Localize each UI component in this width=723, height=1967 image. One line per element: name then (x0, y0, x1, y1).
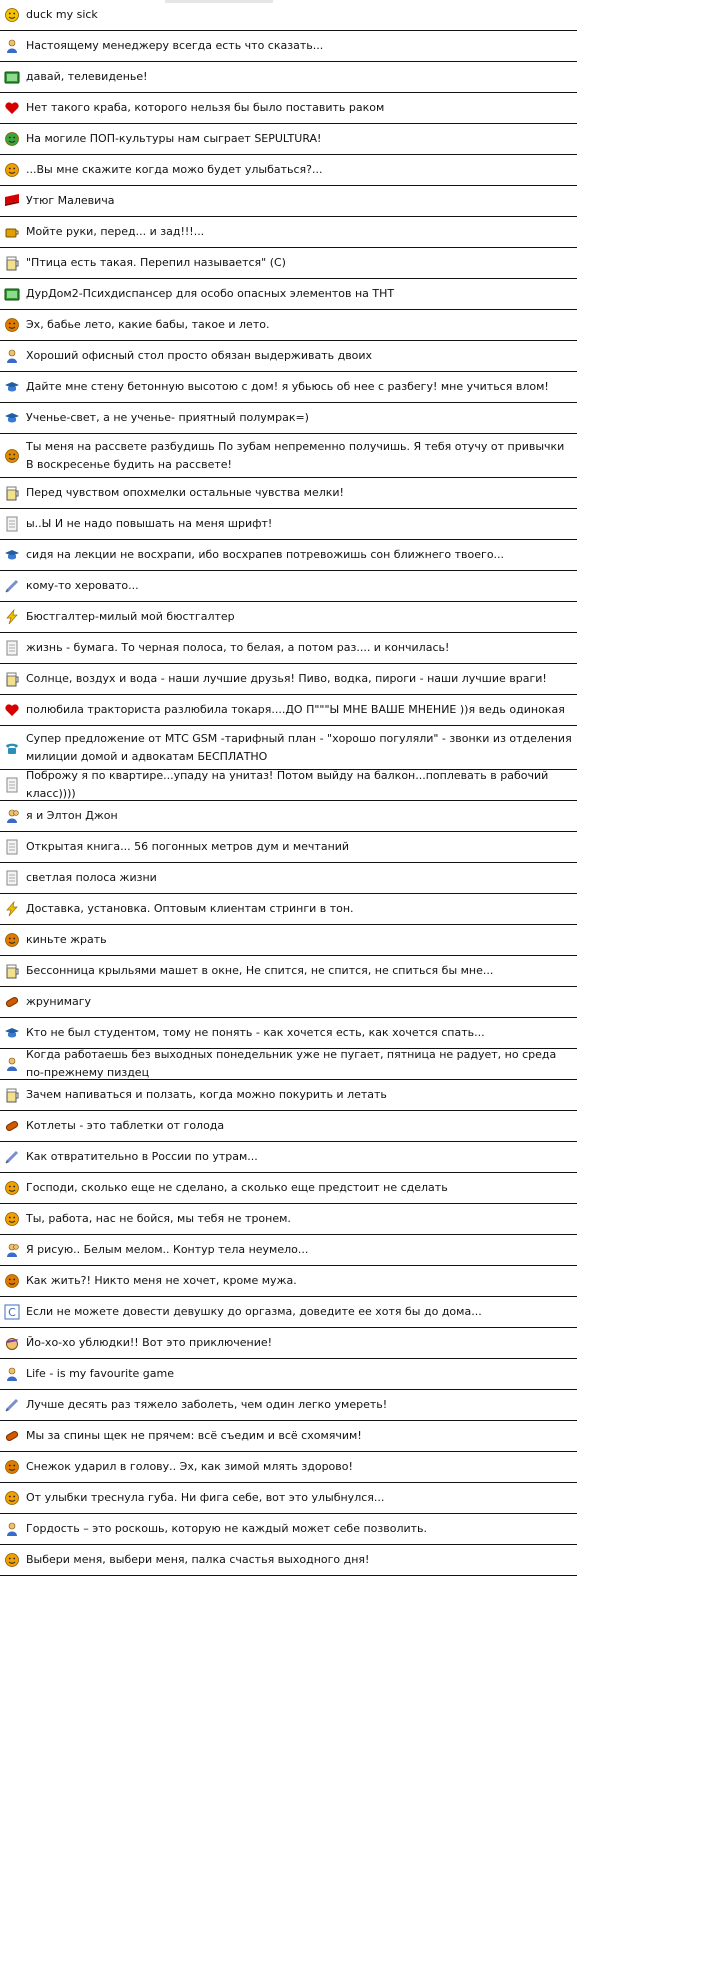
woman-icon (4, 1273, 20, 1289)
status-text: Как отвратительно в России по утрам... (26, 1150, 258, 1163)
syringe-icon (4, 1397, 20, 1413)
svg-text:C: C (8, 1306, 16, 1319)
manager-icon (4, 1521, 20, 1537)
sleepy-icon (4, 448, 20, 464)
status-row[interactable] (0, 1204, 577, 1235)
status-row[interactable] (0, 801, 577, 832)
status-row[interactable] (0, 186, 577, 217)
status-row[interactable] (0, 1018, 577, 1049)
status-text: Супер предложение от МТС GSM -тарифный план - "хорошо погуляли" - звонки из отделения милиции домой и адвокатам БЕСПЛАТНО (26, 731, 572, 763)
status-text: Снежок ударил в голову.. Эх, как зимой млять здорово! (26, 1460, 353, 1473)
status-row[interactable] (0, 1235, 577, 1266)
status-text: жизнь - бумага. То черная полоса, то белая, а потом раз.... и кончилась! (26, 641, 450, 654)
status-text: Мойте руки, перед... и зад!!!... (26, 225, 205, 238)
status-row[interactable] (0, 770, 577, 801)
status-text: Настоящему менеджеру всегда есть что сказать... (26, 39, 324, 52)
status-row[interactable] (0, 1297, 577, 1328)
status-row[interactable] (0, 956, 577, 987)
status-text: Зачем напиваться и ползать, когда можно покурить и летать (26, 1088, 387, 1101)
sausage-icon (4, 994, 20, 1010)
beer-icon (4, 963, 20, 979)
beer-icon (4, 485, 20, 501)
status-text: Кто не был студентом, тому не понять - как хочется есть, как хочется спать... (26, 1026, 485, 1039)
status-text: Перед чувством опохмелки остальные чувства мелки! (26, 486, 344, 499)
status-text: Дайте мне стену бетонную высотою с дом! я убьюсь об нее с разбегу! мне учиться влом! (26, 380, 549, 393)
status-text: Господи, сколько еще не сделано, а сколько еще предстоит не сделать (26, 1181, 448, 1194)
status-text: Ученье-свет, а не ученье- приятный полумрак=) (26, 411, 309, 424)
status-row[interactable] (0, 1545, 577, 1576)
manager-icon (4, 1056, 20, 1072)
status-row[interactable] (0, 863, 577, 894)
status-row[interactable] (0, 1173, 577, 1204)
woman-icon (4, 317, 20, 333)
status-row[interactable] (0, 726, 577, 770)
status-row[interactable] (0, 509, 577, 540)
beer-icon (4, 255, 20, 271)
status-text: Life - is my favourite game (26, 1367, 174, 1380)
status-text: сидя на лекции не восхрапи, ибо восхрапев потревожишь сон ближнего твоего... (26, 548, 505, 561)
heart-icon (4, 100, 20, 116)
eating-icon (4, 932, 20, 948)
status-row[interactable] (0, 372, 577, 403)
status-row[interactable] (0, 248, 577, 279)
lightning-icon (4, 609, 20, 625)
status-row[interactable] (0, 124, 577, 155)
status-row[interactable] (0, 1266, 577, 1297)
smiley-icon (4, 1490, 20, 1506)
status-text: Открытая книга... 56 погонных метров дум и мечтаний (26, 840, 350, 853)
status-row[interactable] (0, 62, 577, 93)
status-text: duck my sick (26, 8, 98, 21)
status-text: Хороший офисный стол просто обязан выдерживать двоих (26, 349, 373, 362)
status-row[interactable] (0, 602, 577, 633)
status-row[interactable] (0, 894, 577, 925)
status-row[interactable] (0, 0, 577, 31)
status-text: Ты, работа, нас не бойся, мы тебя не тронем. (26, 1212, 291, 1225)
status-row[interactable] (0, 571, 577, 602)
sausage-icon (4, 1428, 20, 1444)
status-text: я и Элтон Джон (26, 809, 118, 822)
person-icon (4, 1366, 20, 1382)
status-row[interactable] (0, 1111, 577, 1142)
status-row[interactable] (0, 633, 577, 664)
status-text: полюбила тракториста разлюбила токаря....ДО П"""Ы МНЕ ВАШЕ МНЕНИЕ ))я ведь одинокая (26, 703, 565, 716)
status-text: Гордость – это роскошь, которую не каждый может себе позволить. (26, 1522, 428, 1535)
status-text: кому-то херовато... (26, 579, 139, 592)
tv-icon (4, 286, 20, 302)
status-text: Эх, бабье лето, какие бабы, такое и лето. (26, 318, 270, 331)
beer-icon (4, 1087, 20, 1103)
paper-icon (4, 777, 20, 793)
status-text: ...Вы мне скажите когда можо будет улыбаться?... (26, 163, 323, 176)
status-row[interactable] (0, 279, 577, 310)
status-text: Когда работаешь без выходных понедельник уже не пугает, пятница не радует, но среда по-прежнему пиздец (26, 1048, 557, 1079)
beer-icon (4, 671, 20, 687)
manager-icon (4, 348, 20, 364)
status-row[interactable] (0, 93, 577, 124)
duck-icon (4, 7, 20, 23)
status-row[interactable] (0, 987, 577, 1018)
heart-icon (4, 702, 20, 718)
status-row[interactable] (0, 540, 577, 571)
paper-icon (4, 640, 20, 656)
status-text: Бюстгалтер-милый мой бюстгалтер (26, 610, 235, 623)
paper-icon (4, 870, 20, 886)
status-text: Если не можете довести девушку до оргазма, доведите ее хотя бы до дома... (26, 1305, 482, 1318)
status-text: На могиле ПОП-культуры нам сыграет SEPULTURA! (26, 132, 322, 145)
tv-icon (4, 69, 20, 85)
status-row[interactable] (0, 31, 577, 62)
status-text: давай, телевиденье! (26, 70, 148, 83)
status-row[interactable] (0, 925, 577, 956)
status-text: Я рисую.. Белым мелом.. Контур тела неумело... (26, 1243, 309, 1256)
phone-icon (4, 740, 20, 756)
status-row[interactable] (0, 1080, 577, 1111)
sausage-icon (4, 1118, 20, 1134)
status-row[interactable] (0, 1514, 577, 1545)
status-row[interactable] (0, 1049, 577, 1080)
status-text: Котлеты - это таблетки от голода (26, 1119, 225, 1132)
status-row[interactable] (0, 832, 577, 863)
status-text: светлая полоса жизни (26, 871, 157, 884)
status-text: Выбери меня, выбери меня, палка счастья выходного дня! (26, 1553, 370, 1566)
status-text: От улыбки треснула губа. Ни фига себе, вот это улыбнулся... (26, 1491, 385, 1504)
couple-icon (4, 1242, 20, 1258)
status-text: Бессонница крыльями машет в окне, Не спится, не спится, не спиться бы мне... (26, 964, 494, 977)
status-row[interactable] (0, 478, 577, 509)
graduate-icon (4, 1025, 20, 1041)
status-row[interactable] (0, 1328, 577, 1359)
status-row[interactable] (0, 1359, 577, 1390)
status-row[interactable] (0, 1421, 577, 1452)
status-text: Поброжу я по квартире...упаду на унитаз! Потом выйду на балкон...поплевать в рабочий класс)))) (26, 769, 549, 800)
lightning-icon (4, 901, 20, 917)
status-text: Мы за спины щек не прячем: всё съедим и всё схомячим! (26, 1429, 362, 1442)
graduate-icon (4, 379, 20, 395)
cup-icon (4, 224, 20, 240)
status-text: "Птица есть такая. Перепил называется" (С) (26, 256, 286, 269)
pirate-icon (4, 1335, 20, 1351)
couple-icon (4, 808, 20, 824)
status-text: Лучше десять раз тяжело заболеть, чем один легко умереть! (26, 1398, 388, 1411)
paper-icon (4, 839, 20, 855)
status-text: Солнце, воздух и вода - наши лучшие друзья! Пиво, водка, пироги - наши лучшие враги! (26, 672, 547, 685)
smiley-icon (4, 1180, 20, 1196)
flag-icon (4, 193, 20, 209)
paper-icon (4, 516, 20, 532)
status-text: Доставка, установка. Оптовым клиентам стринги в тон. (26, 902, 354, 915)
status-row[interactable] (0, 155, 577, 186)
status-text: киньте жрать (26, 933, 107, 946)
letter-c-icon (4, 1304, 20, 1320)
status-text: Йо-хо-хо ублюдки!! Вот это приключение! (26, 1336, 273, 1349)
status-row[interactable] (0, 664, 577, 695)
globe-smiley-icon (4, 131, 20, 147)
status-row[interactable] (0, 434, 577, 478)
smiley-icon (4, 1552, 20, 1568)
woman-icon (4, 1459, 20, 1475)
status-row[interactable] (0, 217, 577, 248)
graduate-icon (4, 547, 20, 563)
status-text: Нет такого краба, которого нельзя бы было поставить раком (26, 101, 385, 114)
status-text: Утюг Малевича (26, 194, 115, 207)
status-text: ДурДом2-Психдиспансер для особо опасных элементов на ТНТ (26, 287, 395, 300)
syringe-icon (4, 1149, 20, 1165)
status-text: Как жить?! Никто меня не хочет, кроме мужа. (26, 1274, 297, 1287)
status-row[interactable] (0, 403, 577, 434)
status-row[interactable] (0, 695, 577, 726)
status-text: ы..Ы И не надо повышать на меня шрифт! (26, 517, 273, 530)
smiley-icon (4, 162, 20, 178)
status-row[interactable] (0, 1142, 577, 1173)
status-text: Ты меня на рассвете разбудишь По зубам непременно получишь. Я тебя отучу от привычки В воскресенье будить на рассвете! (26, 439, 565, 471)
graduate-icon (4, 410, 20, 426)
status-row[interactable] (0, 1390, 577, 1421)
smiley-icon (4, 1211, 20, 1227)
status-row[interactable] (0, 1483, 577, 1514)
status-row[interactable] (0, 1452, 577, 1483)
manager-icon (4, 38, 20, 54)
status-row[interactable] (0, 310, 577, 341)
syringe-icon (4, 578, 20, 594)
status-row[interactable] (0, 341, 577, 372)
status-text: жрунимагу (26, 995, 92, 1008)
